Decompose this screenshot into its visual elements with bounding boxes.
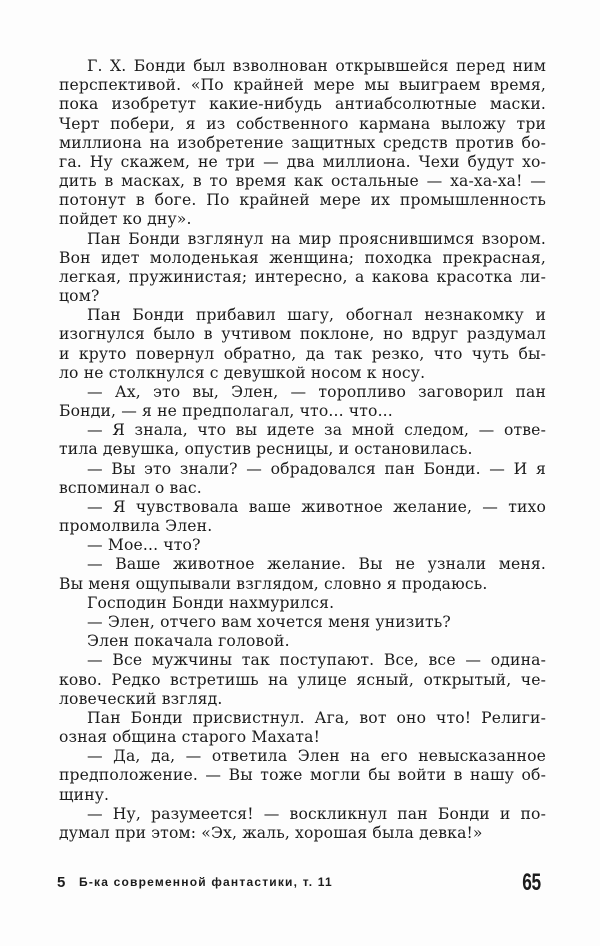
text-line: ловеческий взгляд. <box>59 689 223 708</box>
text-line: потонут в боге. По крайней мере их промышленность <box>59 191 546 210</box>
text-line: — Вы это знали? — обрадовался пан Бонди. — И я <box>87 459 546 478</box>
text-line: промолвила Элен. <box>59 517 213 536</box>
signature-mark: 5 <box>57 874 66 891</box>
text-line: — Ну, разумеется! — воскликнул пан Бонди и по- <box>87 804 546 823</box>
body-text <box>59 57 546 843</box>
text-line: думал при этом: «Эх, жаль, хорошая была девка!» <box>59 823 483 842</box>
text-line: — Все мужчины так поступают. Все, все — одина- <box>87 651 546 670</box>
text-line: вспоминал о вас. <box>59 478 202 497</box>
text-line: легкая, пружинистая; интересно, а какова красотка ли- <box>59 267 546 286</box>
text-line: — Да, да, — ответила Элен на его невысказанное <box>87 747 546 766</box>
text-line: пока изобретут какие-нибудь антиабсолютные маски. <box>59 95 546 114</box>
page-footer <box>57 869 545 896</box>
text-line: изогнулся было в учтивом поклоне, но вдруг раздумал <box>59 325 546 344</box>
text-line: щину. <box>59 785 110 804</box>
text-line: предположение. — Вы тоже могли бы войти в нашу об- <box>59 766 546 785</box>
text-line: дить в масках, в то время как остальные — ха-ха-ха! — <box>59 172 546 191</box>
text-line: Вы меня ощупывали взглядом, словно я продаюсь. <box>59 574 488 593</box>
text-line: Бонди, — я не предполагал, что... что... <box>59 402 393 421</box>
text-line: Господин Бонди нахмурился. <box>87 593 335 612</box>
text-line: пойдет ко дну». <box>59 210 192 229</box>
text-line: Пан Бонди присвистнул. Ага, вот оно что! Религи- <box>87 708 546 727</box>
text-line: га. Ну скажем, не три — два миллиона. Чехи будут хо- <box>59 152 546 171</box>
text-line: цом? <box>59 287 100 306</box>
text-line: ково. Редко встретишь на улице ясный, открытый, че- <box>59 670 546 689</box>
text-line: миллиона на изобретение защитных средств против бо- <box>59 133 546 152</box>
text-line: — Я знала, что вы идете за мной следом, — отве- <box>87 421 546 440</box>
page-number: 65 <box>522 869 541 896</box>
text-line: озная община старого Махата! <box>59 728 320 747</box>
text-line: — Ах, это вы, Элен, — торопливо заговорил пан <box>87 382 546 401</box>
text-line: Пан Бонди прибавил шагу, обогнал незнакомку и <box>87 306 546 325</box>
text-line: ло не столкнулся с девушкой носом к носу. <box>59 363 426 382</box>
text-line: Вон идет молоденькая женщина; походка прекрасная, <box>59 248 546 267</box>
text-line: — Я чувствовала ваше животное желание, — тихо <box>87 497 546 516</box>
text-line: Пан Бонди взглянул на мир прояснившимся взором. <box>87 229 546 248</box>
book-series-title: Б-ка современной фантастики, т. 11 <box>79 875 333 889</box>
text-line: — Элен, отчего вам хочется меня унизить? <box>87 612 451 631</box>
text-line: тила девушка, опустив ресницы, и остановилась. <box>59 440 473 459</box>
text-line: Элен покачала головой. <box>87 632 290 651</box>
text-line: и круто повернул обратно, да так резко, что чуть бы- <box>59 344 546 363</box>
text-line: — Ваше животное желание. Вы не узнали меня. <box>87 555 546 574</box>
text-line: Черт побери, я из собственного кармана выложу три <box>59 114 546 133</box>
text-line: — Мое... что? <box>87 536 201 555</box>
text-line: перспективой. «По крайней мере мы выиграем время, <box>59 76 546 95</box>
text-line: Г. Х. Бонди был взволнован открывшейся перед ним <box>87 57 546 75</box>
